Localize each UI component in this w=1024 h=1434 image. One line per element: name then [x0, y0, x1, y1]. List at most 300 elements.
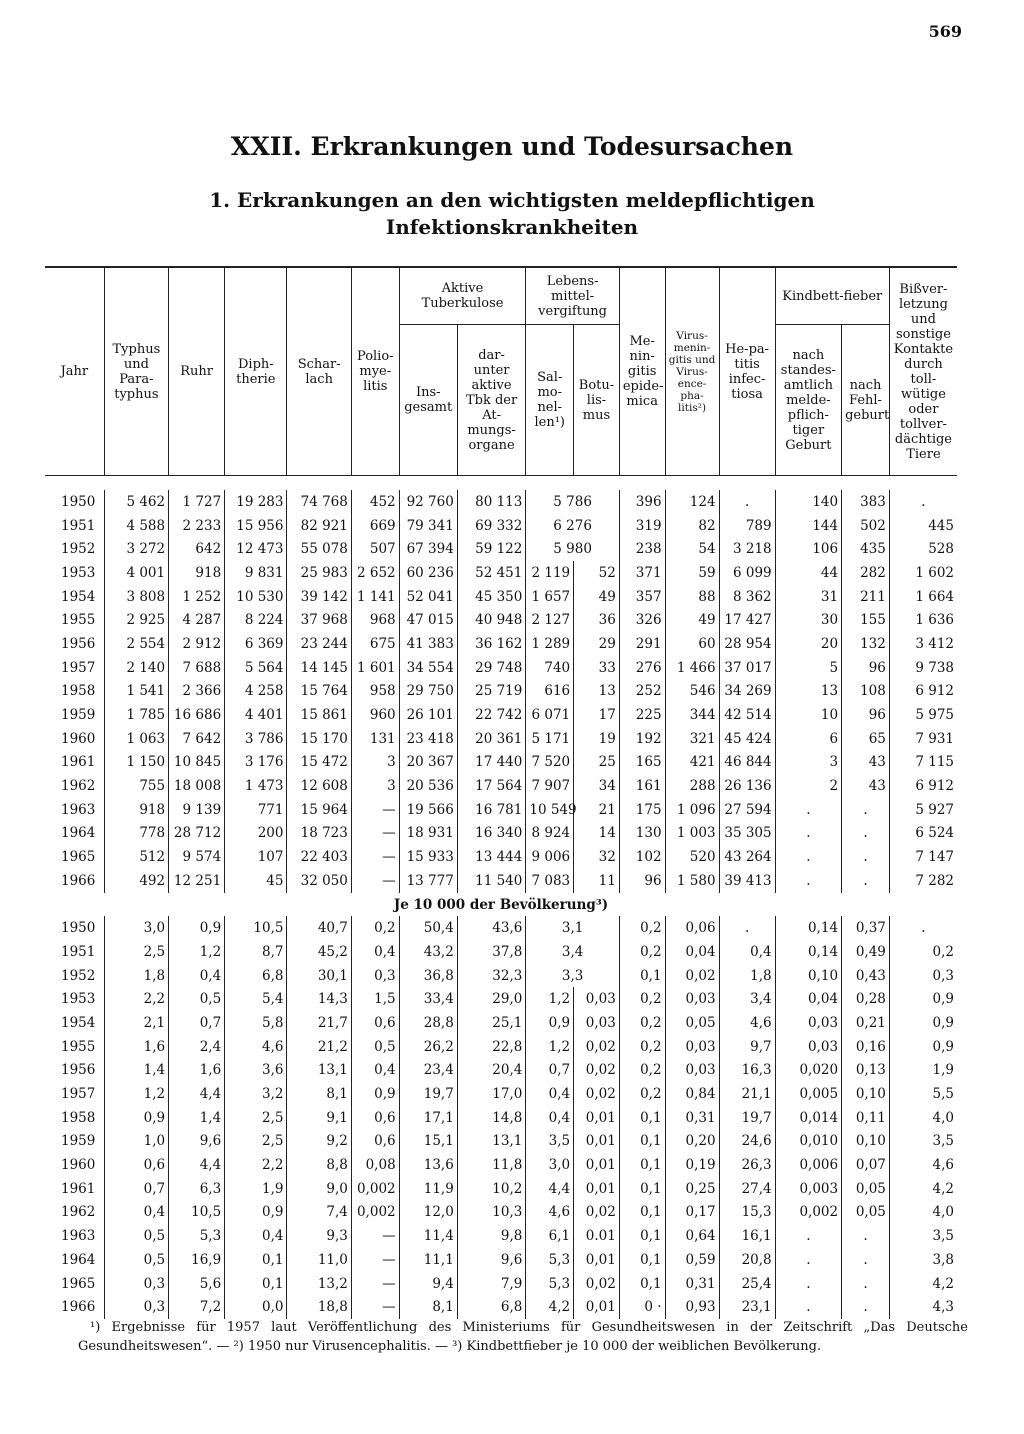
cell-diph: 10 530 [225, 585, 287, 609]
cell-hep: 3 218 [719, 537, 775, 561]
cell-tbk: 8,1 [399, 1295, 457, 1319]
cell-year: 1958 [61, 1109, 96, 1126]
cell-polio: 131 [351, 727, 399, 751]
cell-vir: 0,02 [665, 964, 719, 988]
cell-vir: 0,03 [665, 1035, 719, 1059]
cell-biss: 1 602 [889, 561, 957, 585]
cell-typhus: 0,5 [104, 1248, 168, 1272]
cell-polio: 2 652 [351, 561, 399, 585]
cell-hep: 3,4 [719, 987, 775, 1011]
cell-vir: 0,20 [665, 1130, 719, 1154]
cell-botu: 0,03 [574, 1011, 620, 1035]
cell-kf: 211 [842, 585, 890, 609]
cell-kf: 155 [842, 608, 890, 632]
table-row [45, 490, 957, 514]
cell-vir: 0,31 [665, 1272, 719, 1296]
cell-polio: 0,6 [351, 1106, 399, 1130]
cell-botu: 0,01 [574, 1153, 620, 1177]
cell-ruhr: 18 008 [169, 774, 225, 798]
cell-vir: 0,93 [665, 1295, 719, 1319]
table-row [45, 751, 957, 775]
cell-salm: 5,3 [526, 1248, 574, 1272]
cell-tbk_atm: 22,8 [457, 1035, 526, 1059]
cell-ruhr: 2 233 [169, 514, 225, 538]
cell-salm: 0,7 [526, 1059, 574, 1083]
cell-kf: 96 [842, 703, 890, 727]
cell-tbk_atm: 10,2 [457, 1177, 526, 1201]
cell-men: 326 [619, 608, 665, 632]
cell-tbk_atm: 6,8 [457, 1295, 526, 1319]
table-row [45, 1248, 957, 1272]
cell-year: 1957 [61, 659, 96, 676]
cell-vir: 421 [665, 751, 719, 775]
cell-year: 1966 [61, 1299, 96, 1316]
cell-kf: . [842, 1295, 890, 1319]
cell-year: 1950 [61, 493, 96, 510]
cell-diph: 3 786 [225, 727, 287, 751]
cell-typhus: 1 785 [104, 703, 168, 727]
cell-diph: 3 176 [225, 751, 287, 775]
cell-men: 192 [619, 727, 665, 751]
cell-botu: 13 [574, 680, 620, 704]
cell-kg: 44 [775, 561, 841, 585]
cell-tbk: 20 367 [399, 751, 457, 775]
cell-typhus: 1,8 [104, 964, 168, 988]
cell-kf: 132 [842, 632, 890, 656]
cell-kg: 0,03 [775, 1035, 841, 1059]
cell-tbk: 15,1 [399, 1130, 457, 1154]
cell-diph: 107 [225, 845, 287, 869]
cell-botu: 21 [574, 798, 620, 822]
cell-biss: 7 115 [889, 751, 957, 775]
cell-polio: 675 [351, 632, 399, 656]
cell-vir: 0,03 [665, 1059, 719, 1083]
cell-botu: 49 [574, 585, 620, 609]
header-poliomyelitis: Polio-mye-litis [351, 268, 399, 476]
cell-year: 1951 [61, 943, 96, 960]
cell-polio: 1,5 [351, 987, 399, 1011]
cell-tbk_atm: 10,3 [457, 1201, 526, 1225]
cell-tbk_atm: 14,8 [457, 1106, 526, 1130]
cell-tbk_atm: 36 162 [457, 632, 526, 656]
cell-tbk_atm: 22 742 [457, 703, 526, 727]
header-virusmeningitis: Virus-menin-gitis und Virus-ence-pha-litis²) [665, 268, 719, 476]
cell-vir: 344 [665, 703, 719, 727]
cell-ruhr: 28 712 [169, 822, 225, 846]
cell-schar: 14,3 [287, 987, 351, 1011]
cell-salm: 6,1 [526, 1224, 574, 1248]
cell-kg: 20 [775, 632, 841, 656]
cell-hep: 0,4 [719, 940, 775, 964]
cell-kf: 0,05 [842, 1177, 890, 1201]
cell-ruhr: 642 [169, 537, 225, 561]
cell-year: 1954 [61, 1014, 96, 1031]
cell-typhus: 3 272 [104, 537, 168, 561]
cell-typhus: 2,5 [104, 940, 168, 964]
cell-hep: . [719, 490, 775, 514]
cell-biss: . [889, 916, 957, 940]
cell-botu: 0,01 [574, 1106, 620, 1130]
cell-kg: . [775, 869, 841, 893]
cell-men: 396 [619, 490, 665, 514]
cell-ruhr: 10 845 [169, 751, 225, 775]
cell-botu: 19 [574, 727, 620, 751]
cell-year: 1954 [61, 588, 96, 605]
table-row [45, 727, 957, 751]
cell-biss: 0,9 [889, 1011, 957, 1035]
cell-salm: 3,4 [526, 940, 619, 964]
cell-typhus: 1,6 [104, 1035, 168, 1059]
cell-botu: 0,02 [574, 1035, 620, 1059]
cell-hep: 42 514 [719, 703, 775, 727]
table-row [45, 656, 957, 680]
table-row [45, 1106, 957, 1130]
cell-tbk_atm: 45 350 [457, 585, 526, 609]
cell-polio: 0,002 [351, 1201, 399, 1225]
cell-kf: 0,49 [842, 940, 890, 964]
cell-tbk: 34 554 [399, 656, 457, 680]
cell-kg: . [775, 1248, 841, 1272]
table-row [45, 916, 957, 940]
footnotes: ¹) Ergebnisse für 1957 laut Veröffentlichung des Ministeriums für Gesundheitswesen in der Zeitschrift „Das Deutsche Gesundheitswesen“. — ²) 1950 nur Virusencephalitis. — ³) Kindbettfieber je 10 000 der weiblichen Bevölkerung. [78, 1320, 968, 1354]
cell-kg: 0,005 [775, 1082, 841, 1106]
cell-schar: 8,1 [287, 1082, 351, 1106]
cell-kg: 3 [775, 751, 841, 775]
cell-diph: 9 831 [225, 561, 287, 585]
cell-biss: 4,0 [889, 1201, 957, 1225]
cell-kg: 0,10 [775, 964, 841, 988]
header-diphtherie: Diph-therie [225, 268, 287, 476]
header-kindbett-geburt: nach standes-amtlich melde-pflich-tiger Geburt [775, 325, 841, 476]
table-row [45, 514, 957, 538]
cell-polio: 0,08 [351, 1153, 399, 1177]
table-row [45, 561, 957, 585]
cell-diph: 12 473 [225, 537, 287, 561]
cell-kg: . [775, 845, 841, 869]
cell-typhus: 5 462 [104, 490, 168, 514]
cell-polio: — [351, 1224, 399, 1248]
cell-botu: 34 [574, 774, 620, 798]
cell-tbk_atm: 13,1 [457, 1130, 526, 1154]
table-row [45, 632, 957, 656]
cell-hep: 34 269 [719, 680, 775, 704]
cell-schar: 74 768 [287, 490, 351, 514]
cell-kg: 0,006 [775, 1153, 841, 1177]
cell-year: 1956 [61, 635, 96, 652]
cell-men: 0,1 [619, 1201, 665, 1225]
cell-diph: 5,8 [225, 1011, 287, 1035]
cell-diph: 0,4 [225, 1224, 287, 1248]
cell-tbk_atm: 20,4 [457, 1059, 526, 1083]
cell-kf: 383 [842, 490, 890, 514]
cell-men: 161 [619, 774, 665, 798]
cell-year: 1955 [61, 1038, 96, 1055]
cell-vir: 1 003 [665, 822, 719, 846]
header-botulismus: Botu-lis-mus [574, 325, 620, 476]
cell-tbk: 26,2 [399, 1035, 457, 1059]
header-ruhr: Ruhr [169, 268, 225, 476]
infection-statistics-table [45, 266, 957, 1319]
cell-typhus: 1,2 [104, 1082, 168, 1106]
cell-hep: 35 305 [719, 822, 775, 846]
rate-section-header [45, 893, 957, 917]
table-row [45, 987, 957, 1011]
cell-diph: 200 [225, 822, 287, 846]
cell-polio: 669 [351, 514, 399, 538]
cell-kf: 0,21 [842, 1011, 890, 1035]
cell-vir: 0,06 [665, 916, 719, 940]
cell-men: 252 [619, 680, 665, 704]
cell-hep: 27,4 [719, 1177, 775, 1201]
cell-year: 1960 [61, 1157, 96, 1174]
cell-biss: 4,2 [889, 1272, 957, 1296]
cell-biss: 0,3 [889, 964, 957, 988]
cell-polio: 0,4 [351, 1059, 399, 1083]
cell-hep: 17 427 [719, 608, 775, 632]
cell-tbk_atm: 20 361 [457, 727, 526, 751]
cell-polio: 0,6 [351, 1011, 399, 1035]
cell-typhus: 2 925 [104, 608, 168, 632]
cell-year: 1965 [61, 849, 96, 866]
header-aktive-tuberkulose: Aktive Tuberkulose [399, 268, 526, 325]
cell-typhus: 1 063 [104, 727, 168, 751]
cell-kf: 0,10 [842, 1130, 890, 1154]
cell-biss: 6 524 [889, 822, 957, 846]
cell-typhus: 0,3 [104, 1272, 168, 1296]
cell-typhus: 0,5 [104, 1224, 168, 1248]
cell-tbk: 9,4 [399, 1272, 457, 1296]
cell-ruhr: 6,3 [169, 1177, 225, 1201]
cell-tbk_atm: 25 719 [457, 680, 526, 704]
cell-botu: 32 [574, 845, 620, 869]
cell-schar: 11,0 [287, 1248, 351, 1272]
cell-botu: 0,03 [574, 987, 620, 1011]
cell-tbk_atm: 25,1 [457, 1011, 526, 1035]
cell-typhus: 0,3 [104, 1295, 168, 1319]
cell-year: 1952 [61, 967, 96, 984]
cell-typhus: 2 140 [104, 656, 168, 680]
cell-tbk_atm: 16 781 [457, 798, 526, 822]
cell-ruhr: 12 251 [169, 869, 225, 893]
cell-tbk_atm: 37,8 [457, 940, 526, 964]
cell-tbk_atm: 29 748 [457, 656, 526, 680]
cell-schar: 40,7 [287, 916, 351, 940]
cell-salm: 0,4 [526, 1082, 574, 1106]
cell-schar: 23 244 [287, 632, 351, 656]
cell-schar: 21,7 [287, 1011, 351, 1035]
cell-diph: 2,5 [225, 1130, 287, 1154]
cell-vir: 520 [665, 845, 719, 869]
table-row [45, 798, 957, 822]
cell-tbk_atm: 11 540 [457, 869, 526, 893]
cell-typhus: 0,6 [104, 1153, 168, 1177]
table-row [45, 1059, 957, 1083]
cell-year: 1956 [61, 1062, 96, 1079]
cell-polio: 0,9 [351, 1082, 399, 1106]
cell-kg: 0,14 [775, 916, 841, 940]
cell-biss: 5,5 [889, 1082, 957, 1106]
cell-men: 0,1 [619, 1272, 665, 1296]
cell-botu: 36 [574, 608, 620, 632]
cell-schar: 15 764 [287, 680, 351, 704]
table-row [45, 1272, 957, 1296]
cell-tbk: 60 236 [399, 561, 457, 585]
cell-men: 0 · [619, 1295, 665, 1319]
cell-year: 1966 [61, 872, 96, 889]
cell-tbk_atm: 43,6 [457, 916, 526, 940]
cell-ruhr: 10,5 [169, 1201, 225, 1225]
section-label: Je 10 000 der Bevölkerung³) [393, 896, 609, 913]
cell-typhus: 1 541 [104, 680, 168, 704]
table-row [45, 964, 957, 988]
cell-tbk_atm: 69 332 [457, 514, 526, 538]
cell-ruhr: 2 912 [169, 632, 225, 656]
cell-vir: 0,31 [665, 1106, 719, 1130]
cell-ruhr: 7,2 [169, 1295, 225, 1319]
cell-hep: 16,3 [719, 1059, 775, 1083]
cell-schar: 9,1 [287, 1106, 351, 1130]
cell-biss: 0,9 [889, 1035, 957, 1059]
cell-salm: 5 980 [526, 537, 619, 561]
cell-tbk_atm: 32,3 [457, 964, 526, 988]
cell-botu: 14 [574, 822, 620, 846]
cell-hep: 21,1 [719, 1082, 775, 1106]
cell-typhus: 512 [104, 845, 168, 869]
cell-biss: 6 912 [889, 680, 957, 704]
cell-ruhr: 1,6 [169, 1059, 225, 1083]
cell-salm: 10 549 [526, 798, 574, 822]
cell-biss: 3,5 [889, 1130, 957, 1154]
cell-schar: 14 145 [287, 656, 351, 680]
cell-salm: 7 907 [526, 774, 574, 798]
cell-hep: 1,8 [719, 964, 775, 988]
cell-ruhr: 0,4 [169, 964, 225, 988]
cell-biss: 3,8 [889, 1248, 957, 1272]
cell-tbk_atm: 16 340 [457, 822, 526, 846]
cell-diph: 5,4 [225, 987, 287, 1011]
cell-men: 0,1 [619, 1177, 665, 1201]
cell-men: 0,1 [619, 1248, 665, 1272]
cell-men: 102 [619, 845, 665, 869]
cell-year: 1955 [61, 612, 96, 629]
cell-tbk: 12,0 [399, 1201, 457, 1225]
cell-men: 276 [619, 656, 665, 680]
table-row [45, 869, 957, 893]
cell-year: 1950 [61, 920, 96, 937]
cell-schar: 32 050 [287, 869, 351, 893]
cell-biss: 4,2 [889, 1177, 957, 1201]
cell-year: 1964 [61, 825, 96, 842]
cell-men: 175 [619, 798, 665, 822]
header-meningitis: Me-nin-gitis epide-mica [619, 268, 665, 476]
cell-tbk: 79 341 [399, 514, 457, 538]
cell-kf: . [842, 1248, 890, 1272]
cell-polio: — [351, 798, 399, 822]
cell-ruhr: 4,4 [169, 1153, 225, 1177]
table-row [45, 774, 957, 798]
cell-year: 1957 [61, 1086, 96, 1103]
cell-biss: 1 636 [889, 608, 957, 632]
table-row [45, 822, 957, 846]
cell-biss: 4,3 [889, 1295, 957, 1319]
cell-kg: . [775, 1224, 841, 1248]
cell-salm: 1,2 [526, 1035, 574, 1059]
cell-salm: 2 119 [526, 561, 574, 585]
cell-botu: 0,01 [574, 1248, 620, 1272]
cell-salm: 5,3 [526, 1272, 574, 1296]
cell-tbk: 47 015 [399, 608, 457, 632]
cell-kf: . [842, 1272, 890, 1296]
cell-biss: 445 [889, 514, 957, 538]
cell-typhus: 778 [104, 822, 168, 846]
cell-kg: . [775, 798, 841, 822]
table-row [45, 1201, 957, 1225]
cell-typhus: 3,0 [104, 916, 168, 940]
header-kindbettfieber: Kindbett-fieber [775, 268, 889, 325]
cell-year: 1965 [61, 1275, 96, 1292]
cell-hep: 26,3 [719, 1153, 775, 1177]
cell-tbk_atm: 17 564 [457, 774, 526, 798]
cell-hep: 4,6 [719, 1011, 775, 1035]
cell-schar: 21,2 [287, 1035, 351, 1059]
table-row [45, 1295, 957, 1319]
cell-schar: 9,2 [287, 1130, 351, 1154]
cell-salm: 616 [526, 680, 574, 704]
cell-men: 291 [619, 632, 665, 656]
cell-kf: 43 [842, 751, 890, 775]
cell-year: 1951 [61, 517, 96, 534]
cell-polio: 3 [351, 774, 399, 798]
cell-polio: — [351, 1295, 399, 1319]
cell-schar: 55 078 [287, 537, 351, 561]
cell-diph: 0,1 [225, 1248, 287, 1272]
cell-kf: 282 [842, 561, 890, 585]
cell-vir: 288 [665, 774, 719, 798]
table-row [45, 585, 957, 609]
cell-kf: 0,13 [842, 1059, 890, 1083]
header-tbk-atmungsorgane: dar-unter aktive Tbk der At-mungs-organe [457, 325, 526, 476]
cell-hep: 28 954 [719, 632, 775, 656]
cell-year: 1963 [61, 1228, 96, 1245]
cell-kg: 0,003 [775, 1177, 841, 1201]
cell-kg: 0,03 [775, 1011, 841, 1035]
cell-year: 1964 [61, 1251, 96, 1268]
cell-typhus: 1,0 [104, 1130, 168, 1154]
cell-salm: 5 786 [526, 490, 619, 514]
cell-tbk: 67 394 [399, 537, 457, 561]
cell-hep: 37 017 [719, 656, 775, 680]
cell-schar: 82 921 [287, 514, 351, 538]
cell-vir: 1 580 [665, 869, 719, 893]
cell-kg: 0,010 [775, 1130, 841, 1154]
cell-biss: 4,0 [889, 1106, 957, 1130]
cell-vir: 546 [665, 680, 719, 704]
cell-kg: 144 [775, 514, 841, 538]
cell-botu: 0,01 [574, 1130, 620, 1154]
cell-year: 1958 [61, 683, 96, 700]
header-salmonellen: Sal-mo-nel-len¹) [526, 325, 574, 476]
cell-men: 0,1 [619, 1224, 665, 1248]
cell-kf: 0,43 [842, 964, 890, 988]
cell-year: 1953 [61, 991, 96, 1008]
cell-schar: 12 608 [287, 774, 351, 798]
cell-schar: 9,0 [287, 1177, 351, 1201]
cell-salm: 4,4 [526, 1177, 574, 1201]
table-row [45, 680, 957, 704]
cell-kg: . [775, 1295, 841, 1319]
cell-men: 0,2 [619, 1035, 665, 1059]
cell-biss: 3 412 [889, 632, 957, 656]
